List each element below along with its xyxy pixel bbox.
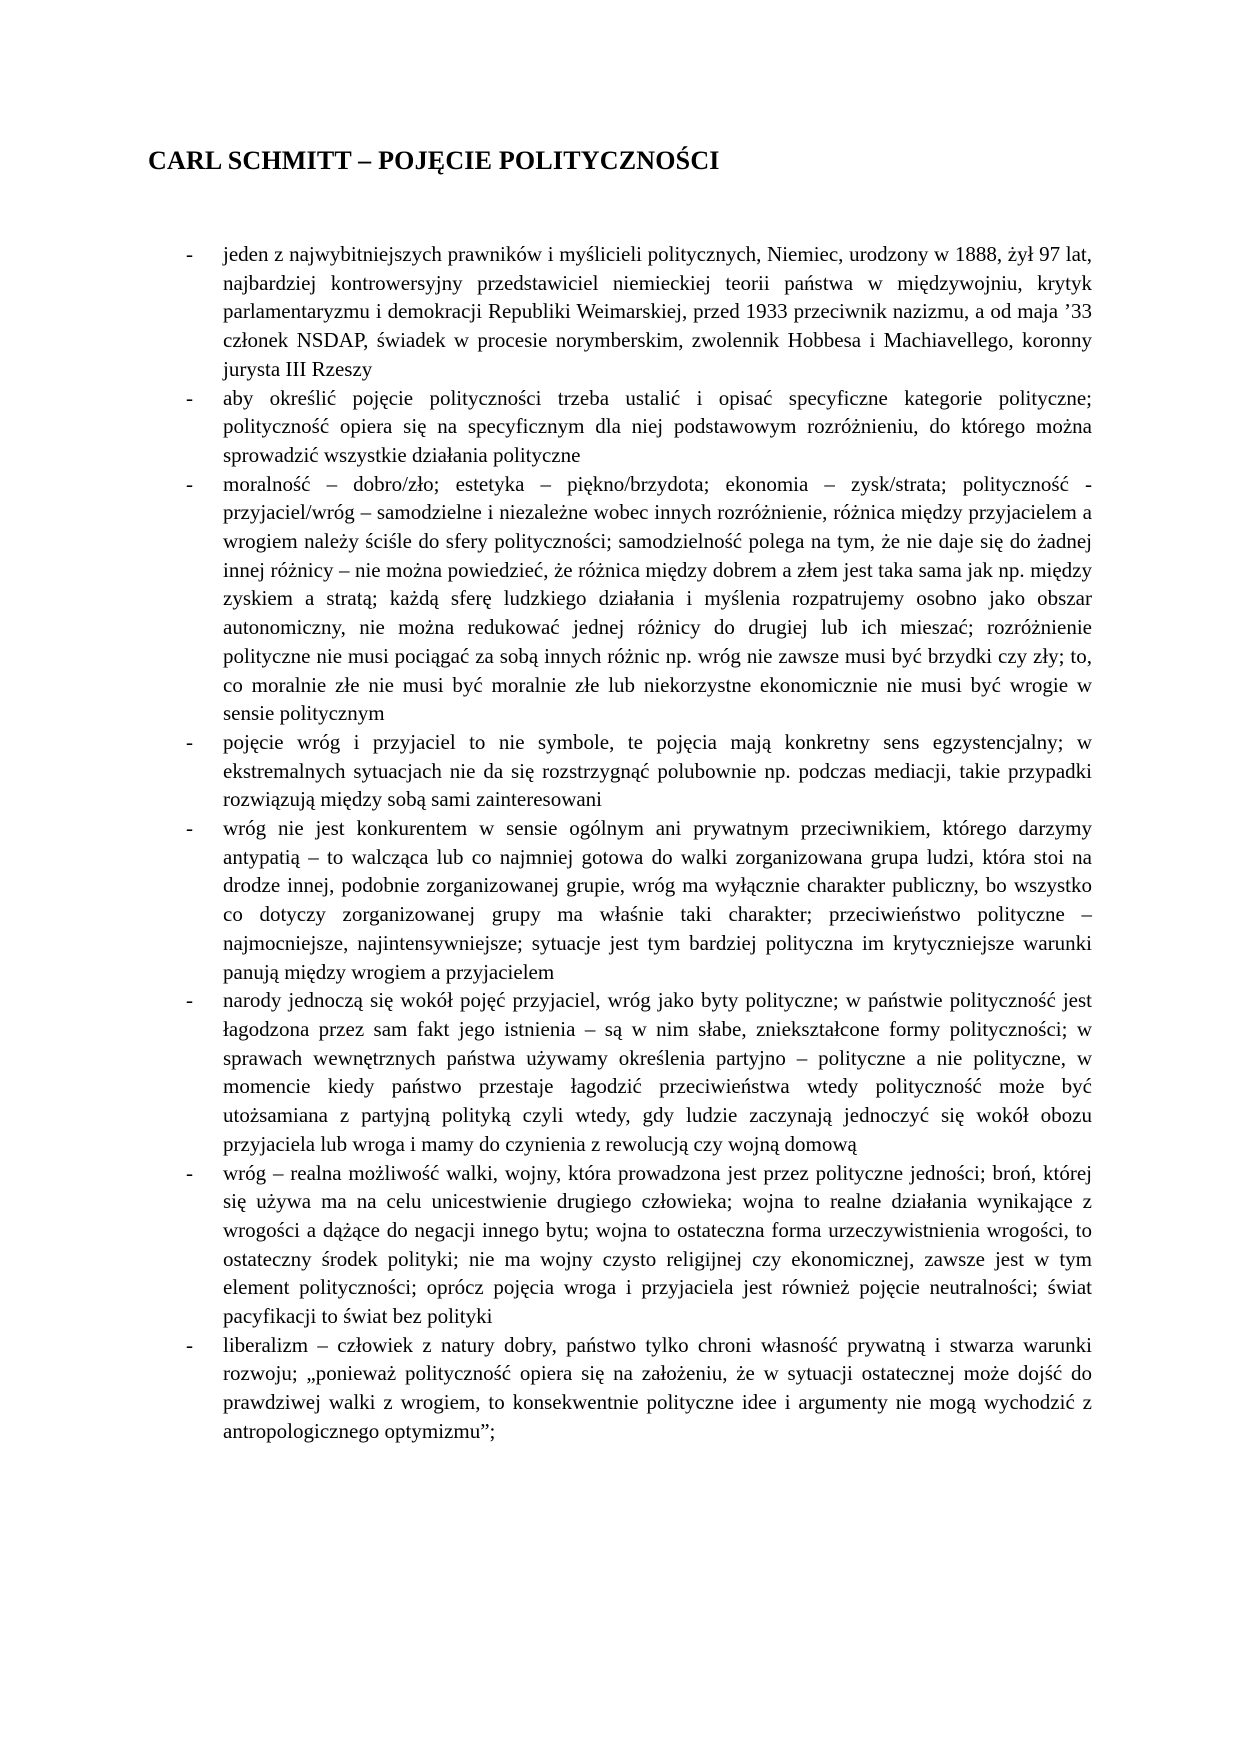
bullet-dash: - bbox=[186, 1332, 193, 1357]
list-item bbox=[186, 728, 1092, 814]
list-item bbox=[186, 986, 1092, 1158]
list-item-text: aby określić pojęcie polityczności trzeba ustalić i opisać specyficzne kategorie polityczne; polityczność opiera się na specyficznym dla niej podstawowym rozróżnieniu, do którego można sprowadzić wszystkie działania polityczne bbox=[223, 385, 1092, 467]
bullet-dash: - bbox=[186, 729, 193, 754]
list-item bbox=[186, 1159, 1092, 1331]
bullet-dash: - bbox=[186, 385, 193, 410]
list-item-text: liberalizm – człowiek z natury dobry, państwo tylko chroni własność prywatną i stwarza warunki rozwoju; „ponieważ polityczność opiera się na założeniu, że w sytuacji ostatecznej może dojść do prawdziwej walki z wrogiem, to konsekwentnie polityczne idee i argumenty nie mogą wychodzić z antropologicznego optymizmu”; bbox=[223, 1332, 1092, 1443]
bullet-list bbox=[186, 240, 1092, 1446]
bullet-dash: - bbox=[186, 1160, 193, 1185]
document-title: CARL SCHMITT – POJĘCIE POLITYCZNOŚCI bbox=[148, 146, 720, 175]
list-item bbox=[186, 814, 1092, 986]
list-item-text: narody jednoczą się wokół pojęć przyjaciel, wróg jako byty polityczne; w państwie polityczność jest łagodzona przez sam fakt jego istnienia – są w nim słabe, zniekształcone formy polityczności; w sprawach wewnętrznych państwa używamy określenia partyjno – polityczne a nie polityczne, w momencie kiedy państwo przestaje łagodzić przeciwieństwa wtedy polityczność może być utożsamiana z partyjną polityką czyli wtedy, gdy ludzie zaczynają jednoczyć się wokół obozu przyjaciela lub wroga i mamy do czynienia z rewolucją czy wojną domową bbox=[223, 988, 1092, 1156]
list-item-text: jeden z najwybitniejszych prawników i myślicieli politycznych, Niemiec, urodzony w 1888, żył 97 lat, najbardziej kontrowersyjny przedstawiciel niemieckiej teorii państwa w międzywojniu, krytyk parlamentaryzmu i demokracji Republiki Weimarskiej, przed 1933 przeciwnik nazizmu, a od maja ’33 członek NSDAP, świadek w procesie norymberskim, zwolennik Hobbesa i Machiavellego, koronny jurysta III Rzeszy bbox=[223, 242, 1092, 381]
bullet-dash: - bbox=[186, 816, 193, 841]
list-item-text: moralność – dobro/zło; estetyka – piękno/brzydota; ekonomia – zysk/strata; polityczność - przyjaciel/wróg – samodzielne i niezależne wobec innych rozróżnienie, różnica między przyjacielem a wrogiem należy ściśle do sfery polityczności; samodzielność polega na tym, że nie daje się do żadnej innej różnicy – nie można powiedzieć, że różnica między dobrem a złem jest taka sama jak np. między zyskiem a stratą; każdą sferę ludzkiego działania i myślenia rozpatrujemy osobno jako obszar autonomiczny, nie można redukować jednej różnicy do drugiej lub ich mieszać; rozróżnienie polityczne nie musi pociągać za sobą innych różnic np. wróg nie zawsze musi być brzydki czy zły; to, co moralnie złe nie musi być moralnie złe lub niekorzystne ekonomicznie nie musi być wrogie w sensie politycznym bbox=[223, 471, 1092, 726]
bullet-dash: - bbox=[186, 242, 193, 266]
list-item-text: pojęcie wróg i przyjaciel to nie symbole, te pojęcia mają konkretny sens egzystencjalny; w ekstremalnych sytuacjach nie da się rozstrzygnąć polubownie np. podczas mediacji, takie przypadki rozwiązują między sobą sami zainteresowani bbox=[223, 729, 1092, 812]
bullet-dash: - bbox=[186, 988, 193, 1013]
list-item bbox=[186, 470, 1092, 728]
list-item bbox=[186, 384, 1092, 470]
list-item bbox=[186, 240, 1092, 384]
bullet-dash: - bbox=[186, 471, 193, 496]
list-item-text: wróg nie jest konkurentem w sensie ogólnym ani prywatnym przeciwnikiem, którego darzymy antypatią – to walcząca lub co najmniej gotowa do walki zorganizowana grupa ludzi, która stoi na drodze innej, podobnie zorganizowanej grupie, wróg ma wyłącznie charakter publiczny, bo wszystko co dotyczy zorganizowanej grupy ma właśnie taki charakter; przeciwieństwo polityczne – najmocniejsze, najintensywniejsze; sytuacje jest tym bardziej polityczna im krytyczniejsze warunki panują między wrogiem a przyjacielem bbox=[223, 816, 1092, 984]
list-item-text: wróg – realna możliwość walki, wojny, która prowadzona jest przez polityczne jedności; broń, której się używa ma na celu unicestwienie drugiego człowieka; wojna to realne działania wynikające z wrogości a dążące do negacji innego bytu; wojna to ostateczna forma urzeczywistnienia wrogości, to ostateczny środek polityki; nie ma wojny czysto religijnej czy ekonomicznej, zawsze jest w tym element polityczności; oprócz pojęcia wroga i przyjaciela jest również pojęcie neutralności; świat pacyfikacji to świat bez polityki bbox=[223, 1160, 1092, 1329]
list-item bbox=[186, 1331, 1092, 1446]
